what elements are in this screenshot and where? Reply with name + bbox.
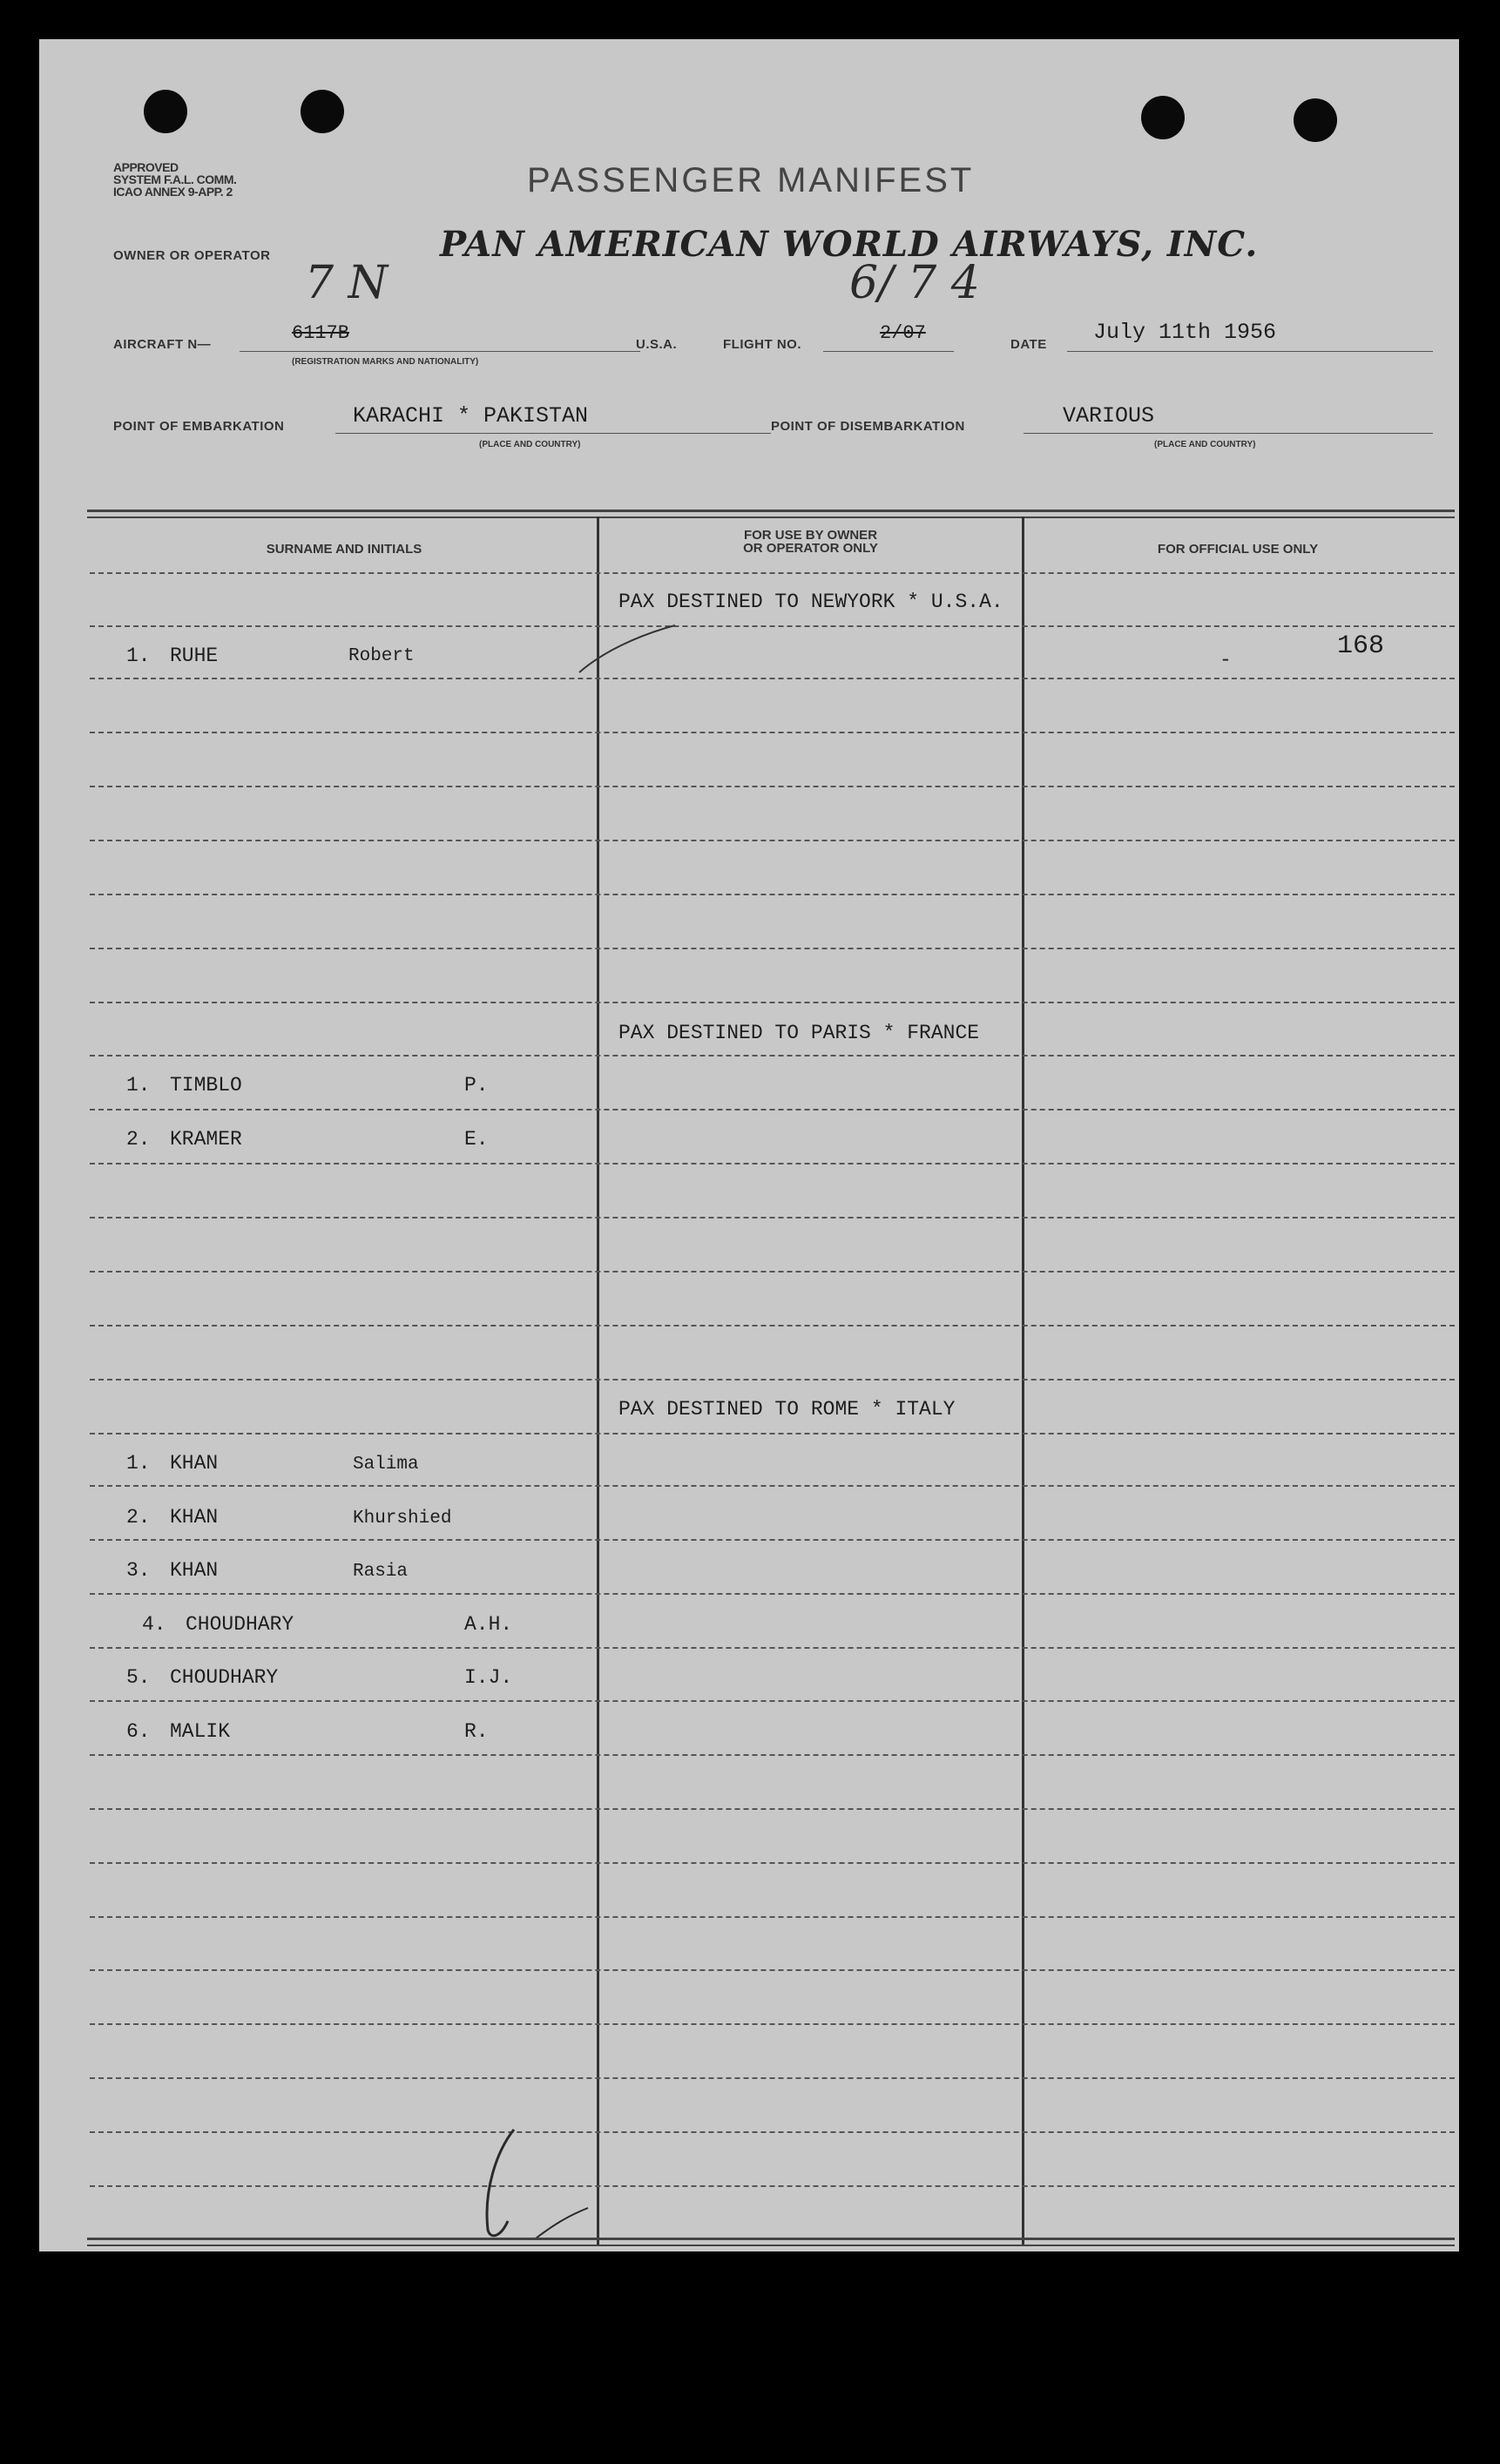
table-row-rule bbox=[90, 1217, 1455, 1218]
group-heading: PAX DESTINED TO NEWYORK * U.S.A. bbox=[618, 591, 1003, 613]
flight-label: FLIGHT NO. bbox=[723, 337, 801, 352]
column-header-official: FOR OFFICIAL USE ONLY bbox=[1157, 542, 1319, 557]
handwritten-stroke bbox=[466, 2125, 597, 2247]
disembark-label: POINT OF DISEMBARKATION bbox=[771, 419, 965, 434]
table-row-rule bbox=[90, 1002, 1455, 1003]
approval-note: APPROVED SYSTEM F.A.L. COMM. ICAO ANNEX 9-APP. 2 bbox=[113, 160, 237, 199]
passenger-surname: CHOUDHARY bbox=[170, 1666, 279, 1689]
table-row-rule bbox=[90, 1271, 1455, 1273]
disembark-caption: (PLACE AND COUNTRY) bbox=[1154, 440, 1256, 449]
passenger-number: 2. bbox=[126, 1128, 151, 1151]
passenger-initials: R. bbox=[464, 1720, 489, 1743]
table-row-rule bbox=[90, 678, 1455, 679]
aircraft-underline bbox=[240, 351, 640, 352]
passenger-surname: MALIK bbox=[170, 1720, 231, 1743]
table-bottom-rule bbox=[87, 2238, 1455, 2240]
table-row-rule bbox=[90, 1862, 1455, 1864]
owner-value: PAN AMERICAN WORLD AIRWAYS, INC. bbox=[440, 224, 1259, 265]
date-underline bbox=[1067, 351, 1433, 352]
table-row-rule bbox=[90, 1055, 1455, 1056]
table-row-rule bbox=[90, 1969, 1455, 1971]
column-divider-2 bbox=[1022, 516, 1024, 2245]
aircraft-value: 6117B bbox=[292, 322, 350, 344]
table-row-rule bbox=[90, 1808, 1455, 1810]
passenger-surname: KRAMER bbox=[170, 1128, 242, 1151]
column-header-surname: SURNAME AND INITIALS bbox=[266, 542, 422, 557]
passenger-surname: KHAN bbox=[170, 1559, 219, 1582]
embark-label: POINT OF EMBARKATION bbox=[113, 419, 285, 434]
table-top-rule-2 bbox=[87, 516, 1455, 518]
passenger-surname: KHAN bbox=[170, 1452, 219, 1475]
table-row-rule bbox=[90, 1485, 1455, 1487]
flight-value: 2/07 bbox=[880, 322, 926, 344]
group-heading: PAX DESTINED TO PARIS * FRANCE bbox=[618, 1022, 980, 1044]
table-row-rule bbox=[90, 1163, 1455, 1164]
aircraft-handwritten: 7 N bbox=[305, 257, 389, 309]
manifest-page bbox=[39, 39, 1459, 2251]
passenger-number: 1. bbox=[126, 645, 151, 667]
punch-hole-left-2 bbox=[301, 90, 344, 133]
official-mark: - bbox=[1220, 649, 1232, 672]
group-heading: PAX DESTINED TO ROME * ITALY bbox=[618, 1398, 956, 1421]
table-row-rule bbox=[90, 786, 1455, 787]
passenger-number: 2. bbox=[126, 1506, 151, 1529]
passenger-number: 1. bbox=[126, 1074, 151, 1097]
flight-handwritten: 6/ 7 4 bbox=[849, 257, 980, 309]
passenger-initials: P. bbox=[464, 1074, 489, 1097]
table-row-rule bbox=[90, 732, 1455, 733]
passenger-initials: Khurshied bbox=[353, 1509, 452, 1529]
table-row-rule bbox=[90, 1325, 1455, 1327]
punch-hole-right-2 bbox=[1294, 98, 1337, 142]
table-row-rule bbox=[90, 1916, 1455, 1918]
passenger-number: 1. bbox=[126, 1452, 151, 1475]
table-top-rule bbox=[87, 510, 1455, 512]
table-row-rule bbox=[90, 1700, 1455, 1702]
passenger-initials: E. bbox=[464, 1128, 489, 1151]
passenger-initials: A.H. bbox=[464, 1613, 513, 1636]
table-row-rule bbox=[90, 1379, 1455, 1381]
handwritten-stroke bbox=[575, 618, 679, 679]
passenger-initials: I.J. bbox=[464, 1666, 513, 1689]
table-row-rule bbox=[90, 840, 1455, 841]
table-row-rule bbox=[90, 2131, 1455, 2133]
aircraft-label: AIRCRAFT N— bbox=[113, 337, 212, 352]
table-row-rule bbox=[90, 625, 1455, 627]
passenger-number: 5. bbox=[126, 1666, 151, 1689]
embark-underline bbox=[335, 433, 771, 434]
table-row-rule bbox=[90, 1593, 1455, 1595]
table-row-rule bbox=[90, 2023, 1455, 2025]
table-row-rule bbox=[90, 2077, 1455, 2079]
page-title: PASSENGER MANIFEST bbox=[527, 161, 975, 199]
column-header-owner: FOR USE BY OWNER OR OPERATOR ONLY bbox=[743, 528, 878, 556]
date-value: July 11th 1956 bbox=[1093, 320, 1277, 345]
passenger-initials: Salima bbox=[353, 1455, 419, 1475]
passenger-surname: CHOUDHARY bbox=[186, 1613, 294, 1636]
usa-label: U.S.A. bbox=[636, 337, 678, 352]
punch-hole-left-1 bbox=[144, 90, 187, 133]
table-row-rule bbox=[90, 1754, 1455, 1756]
passenger-surname: KHAN bbox=[170, 1506, 219, 1529]
passenger-number: 6. bbox=[126, 1720, 151, 1743]
table-row-rule bbox=[90, 1433, 1455, 1435]
table-row-rule bbox=[90, 1539, 1455, 1541]
official-number: 168 bbox=[1337, 631, 1385, 661]
punch-hole-right-1 bbox=[1141, 96, 1185, 139]
table-row-rule bbox=[90, 572, 1455, 574]
disembark-value: VARIOUS bbox=[1063, 403, 1155, 429]
disembark-underline bbox=[1024, 433, 1433, 434]
column-divider-1 bbox=[597, 516, 599, 2245]
passenger-initials: Robert bbox=[348, 646, 415, 666]
embark-caption: (PLACE AND COUNTRY) bbox=[479, 440, 581, 449]
owner-label: OWNER OR OPERATOR bbox=[113, 248, 271, 263]
table-row-rule bbox=[90, 1647, 1455, 1649]
passenger-surname: RUHE bbox=[170, 645, 219, 667]
passenger-number: 4. bbox=[142, 1613, 166, 1636]
date-label: DATE bbox=[1010, 337, 1047, 352]
embark-value: KARACHI * PAKISTAN bbox=[353, 403, 589, 429]
table-row-rule bbox=[90, 2185, 1455, 2187]
passenger-initials: Rasia bbox=[353, 1562, 409, 1582]
passenger-surname: TIMBLO bbox=[170, 1074, 242, 1097]
table-row-rule bbox=[90, 948, 1455, 949]
table-row-rule bbox=[90, 1109, 1455, 1110]
table-bottom-rule-2 bbox=[87, 2245, 1455, 2246]
passenger-number: 3. bbox=[126, 1559, 151, 1582]
aircraft-caption: (REGISTRATION MARKS AND NATIONALITY) bbox=[292, 357, 479, 367]
table-row-rule bbox=[90, 894, 1455, 895]
flight-underline bbox=[823, 351, 954, 352]
